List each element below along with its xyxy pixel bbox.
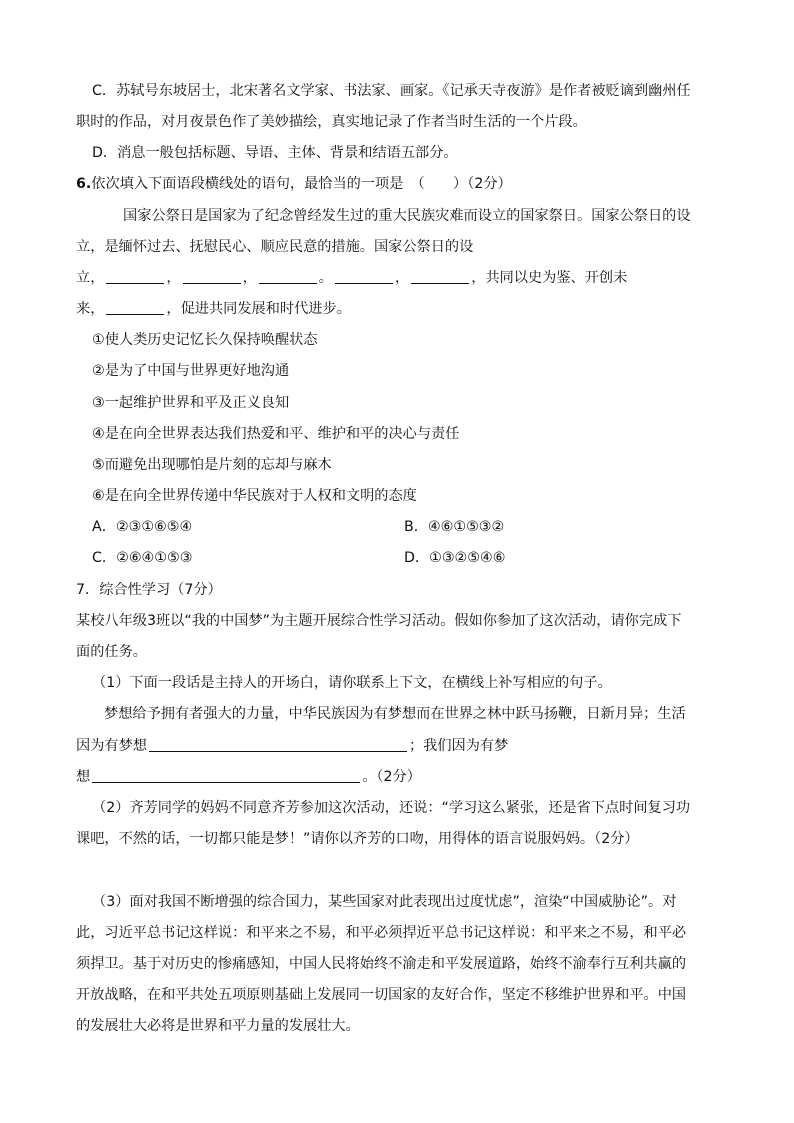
q7-sub3-line4: 开放战略，在和平共处五项原则基础上发展同一切国家的友好合作，坚定不移维护世界和平。中国	[76, 987, 687, 1003]
q6-item-5: ⑤而避免出现哪怕是片刻的忘却与麻木	[92, 457, 332, 473]
fill-blank[interactable]	[335, 269, 393, 284]
q7-sub1-para-line1: 梦想给予拥有者强大的力量，中华民族因为有梦想而在世界之林中跃马扬鞭，日新月异；生活	[104, 706, 686, 722]
text-segment: 。	[318, 270, 333, 286]
text-segment: 立，	[76, 270, 105, 286]
q6-para-line1: 国家公祭日是国家为了纪念曾经发生过的重大民族灾难而设立的国家祭日。国家公祭日的设	[123, 208, 691, 224]
q6-para-line3	[76, 268, 627, 288]
q6-para-line2: 立，是缅怀过去、抚慰民心、顺应民意的措施。国家公祭日的设	[76, 239, 474, 255]
q6-option-c[interactable]: C．②⑥④①⑤③	[92, 550, 193, 566]
text-segment: 想	[76, 769, 91, 785]
text-segment: 因为有梦想	[76, 738, 147, 754]
q7-sub1-para-line3	[76, 767, 421, 787]
q6-item-3: ③一起维护世界和平及正义良知	[92, 395, 290, 411]
fill-blank[interactable]	[106, 300, 164, 315]
q6-stem-text: 依次填入下面语段横线处的语句，最恰当的一项是 （ ）（2分）	[91, 176, 512, 192]
q7-intro-line2: 面的任务。	[76, 644, 147, 660]
q7-sub1-prompt: （1）下面一段话是主持人的开场白，请你联系上下文，在横线上补写相应的句子。	[92, 675, 612, 691]
q6-para-line4	[76, 299, 351, 319]
answer-blank[interactable]	[149, 737, 407, 752]
text-segment: 来，	[76, 301, 105, 317]
q6-number: 6.	[76, 176, 92, 192]
q7-sub2-line1: （2）齐芳同学的妈妈不同意齐芳参加这次活动，还说：“学习这么紧张，还是省下点时间复习功	[92, 800, 691, 816]
q7-intro-line1: 某校八年级3班以“我的中国梦”为主题开展综合性学习活动。假如你参加了这次活动，请你完成下	[76, 613, 682, 629]
q6-option-d[interactable]: D．①③②⑤④⑥	[404, 550, 506, 566]
fill-blank[interactable]	[259, 269, 317, 284]
q7-sub2-line2: 课吧，不然的话，一切都只能是梦！”请你以齐芳的口吻，用得体的语言说服妈妈。（2分）	[76, 831, 639, 847]
answer-blank[interactable]	[92, 768, 360, 783]
fill-blank[interactable]	[411, 269, 469, 284]
q6-item-4: ④是在向全世界表达我们热爱和平、维护和平的决心与责任	[92, 426, 460, 442]
q6-stem	[76, 174, 512, 194]
q6-item-2: ②是为了中国与世界更好地沟通	[92, 363, 290, 379]
text-segment: ，	[166, 270, 181, 286]
text-segment: 。（2分）	[362, 769, 421, 785]
text-segment: ，促进共同发展和时代进步。	[166, 301, 351, 317]
q7-sub3-line3: 须捍卫。基于对历史的惨痛感知，中国人民将始终不渝走和平发展道路，始终不渝奉行互利共赢的	[76, 956, 687, 972]
q7-sub3-line2: 此，习近平总书记这样说：和平来之不易，和平必须捍近平总书记这样说：和平来之不易，和平必	[76, 925, 687, 941]
q5-option-d: D．消息一般包括标题、导语、主体、背景和结语五部分。	[92, 145, 458, 161]
q7-title: 7．综合性学习（7分）	[76, 582, 222, 598]
q7-sub1-para-line2	[76, 736, 508, 756]
fill-blank[interactable]	[106, 269, 164, 284]
text-segment: ，	[242, 270, 257, 286]
q5-option-c-line1: C．苏轼号东坡居士，北宋著名文学家、书法家、画家。《记承天寺夜游》是作者被贬谪到幽州任	[92, 83, 691, 99]
text-segment: ，	[395, 270, 410, 286]
text-segment: ；我们因为有梦	[408, 738, 509, 754]
q6-item-1: ①使人类历史记忆长久保持唤醒状态	[92, 332, 318, 348]
q5-option-c-line2: 职时的作品，对月夜景色作了美妙描绘，真实地记录了作者当时生活的一个片段。	[76, 114, 587, 130]
fill-blank[interactable]	[183, 269, 241, 284]
q6-option-a[interactable]: A．②③①⑥⑤④	[92, 519, 193, 535]
q7-sub3-line5: 的发展壮大必将是世界和平力量的发展壮大。	[76, 1018, 360, 1034]
text-segment: ，共同以史为鉴、开创未	[471, 270, 628, 286]
q6-option-b[interactable]: B．④⑥①⑤③②	[404, 519, 505, 535]
q6-item-6: ⑥是在向全世界传递中华民族对于人权和文明的态度	[92, 488, 417, 504]
q7-sub3-line1: （3）面对我国不断增强的综合国力，某些国家对此表现出过度忧虑”，渲染“中国威胁论”。对	[92, 894, 677, 910]
